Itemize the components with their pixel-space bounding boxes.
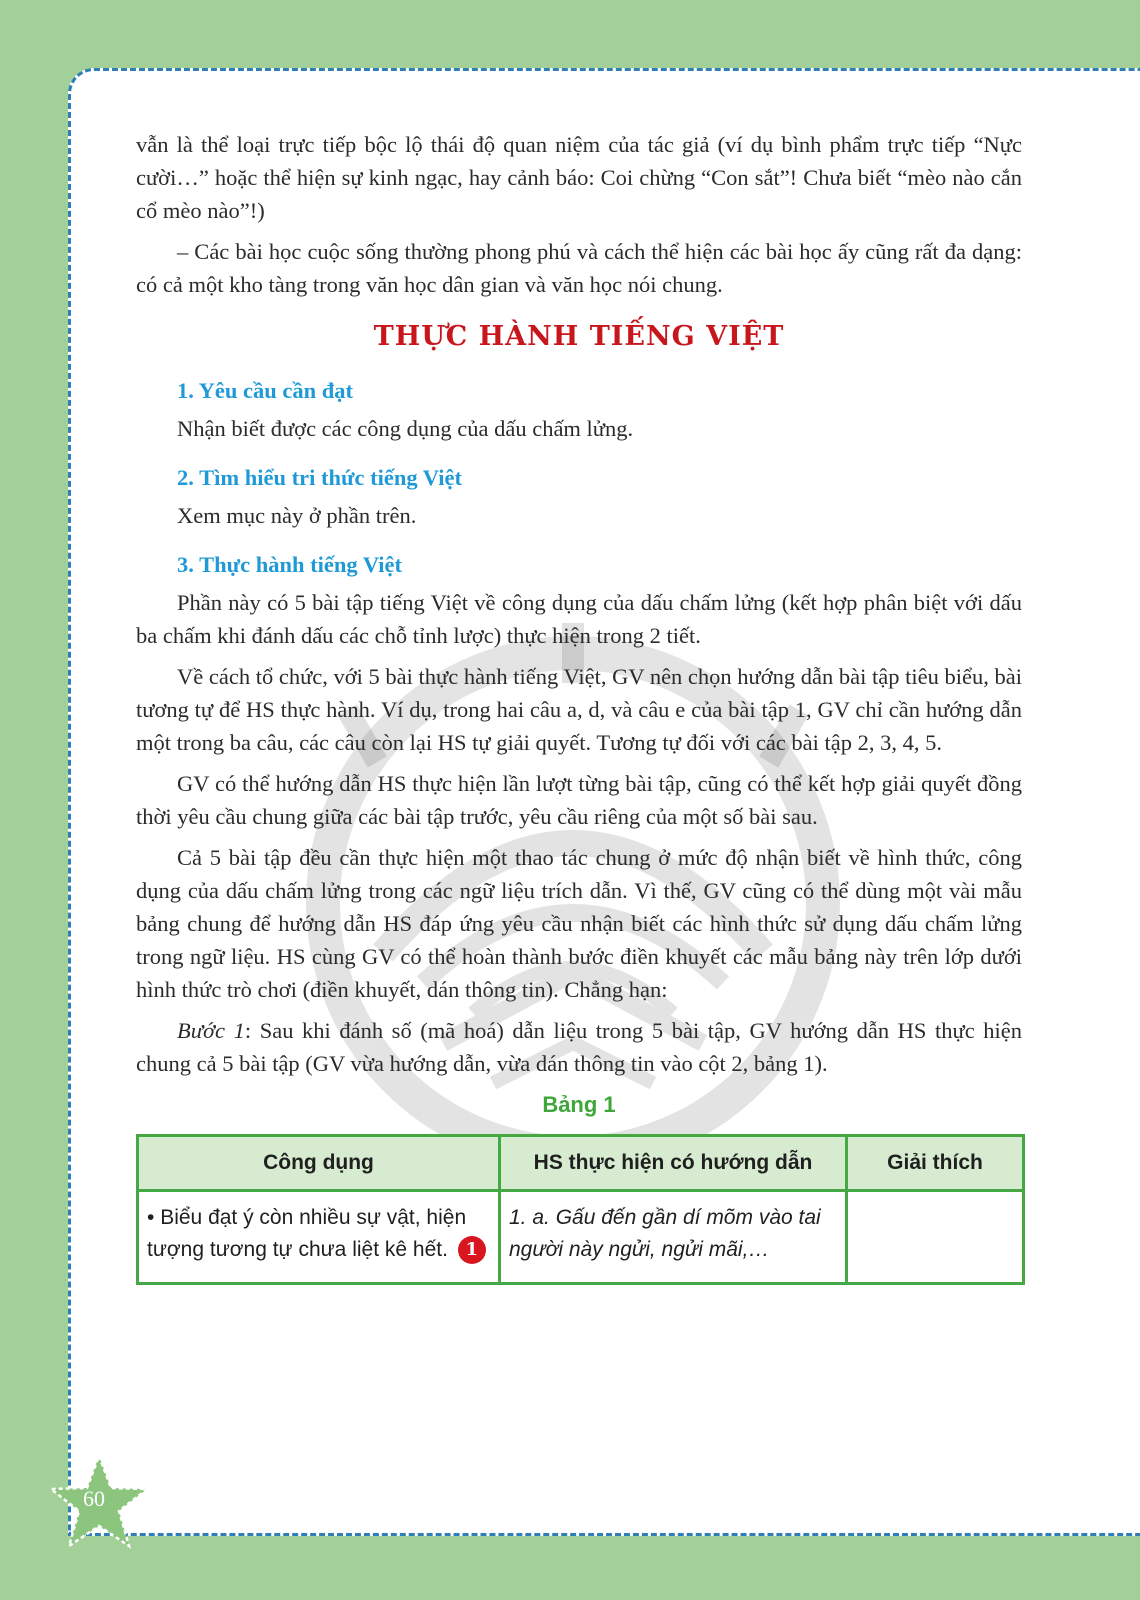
subheading-3: 3. Thực hành tiếng Việt bbox=[177, 552, 402, 577]
number-badge: 1 bbox=[458, 1236, 486, 1264]
intro-paragraph-2: – Các bài học cuộc sống thường phong phú và cách thể hiện các bài học ấy cũng rất đa dạng: có cả một kho tàng trong văn học dân gian và văn học nói chung. bbox=[136, 239, 1022, 297]
intro-paragraph-1: vẫn là thể loại trực tiếp bộc lộ thái độ quan niệm của tác giả (ví dụ bình phẩm trực tiếp “Nực cười…” hoặc thể hiện sự kinh ngạc, hay cảnh báo: Coi chừng “Con sắt”! Chưa biết “mèo nào cắn cổ mèo nào”!) bbox=[136, 132, 1022, 223]
subheading-2-text: Xem mục này ở phần trên. bbox=[177, 503, 417, 528]
practice-paragraph-4: Cả 5 bài tập đều cần thực hiện một thao tác chung ở mức độ nhận biết về hình thức, công dụng của dấu chấm lửng trong các ngữ liệu trích dẫn. Vì thế, GV cũng có thể dùng một vài mẫu bảng chung để hướng dẫn HS đáp ứng yêu cầu nhận biết các hình thức sử dụng dấu chấm lửng trong ngữ liệu. HS cùng GV có thể hoàn thành bước điền khuyết các mẫu bảng này trên lớp dưới hình thức trò chơi (điền khuyết, dán thông tin). Chẳng hạn: bbox=[136, 845, 1022, 1002]
table-header-row bbox=[138, 1136, 1024, 1191]
table-title: Bảng 1 bbox=[542, 1092, 616, 1117]
header-usage: Công dụng bbox=[138, 1136, 500, 1191]
cell-usage bbox=[138, 1191, 500, 1284]
header-guided: HS thực hiện có hướng dẫn bbox=[500, 1136, 847, 1191]
subheading-1: 1. Yêu cầu cần đạt bbox=[177, 378, 354, 403]
cell-guided bbox=[500, 1191, 847, 1284]
practice-paragraph-2: Về cách tổ chức, với 5 bài thực hành tiếng Việt, GV nên chọn hướng dẫn bài tập tiêu biểu, bài tương tự để HS thực hành. Ví dụ, trong hai câu a, d, và câu e của bài tập 1, GV chỉ cần hướng dẫn một trong ba câu, các câu còn lại HS tự giải quyết. Tương tự đối với các bài tập 2, 3, 4, 5. bbox=[136, 664, 1022, 755]
table-row bbox=[138, 1191, 1024, 1284]
header-explain: Giải thích bbox=[847, 1136, 1024, 1191]
usage-table bbox=[136, 1134, 1025, 1285]
page-content bbox=[136, 128, 1022, 1285]
step-paragraph bbox=[136, 1014, 1022, 1080]
practice-paragraph-1: Phần này có 5 bài tập tiếng Việt về công dụng của dấu chấm lửng (kết hợp phân biệt với dấu ba chấm khi đánh dấu các chỗ tỉnh lược) thực hiện trong 2 tiết. bbox=[136, 590, 1022, 648]
guided-text: 1. a. Gấu đến gần dí mõm vào tai người này ngửi, ngửi mãi,… bbox=[509, 1206, 821, 1261]
subheading-1-text: Nhận biết được các công dụng của dấu chấm lửng. bbox=[177, 416, 634, 441]
step-label: Bước 1 bbox=[177, 1018, 245, 1043]
subheading-2: 2. Tìm hiểu tri thức tiếng Việt bbox=[177, 465, 462, 490]
page-number: 60 bbox=[83, 1486, 105, 1511]
section-title: THỰC HÀNH TIẾNG VIỆT bbox=[373, 321, 785, 352]
cell-explain bbox=[847, 1191, 1024, 1284]
step-text: : Sau khi đánh số (mã hoá) dẫn liệu trong 5 bài tập, GV hướng dẫn HS thực hiện chung cả 5 bài tập (GV vừa hướng dẫn, vừa dán thông tin vào cột 2, bảng 1). bbox=[136, 1018, 1022, 1076]
usage-text: Biểu đạt ý còn nhiều sự vật, hiện tượng tương tự chưa liệt kê hết. bbox=[147, 1206, 467, 1261]
practice-paragraph-3: GV có thể hướng dẫn HS thực hiện lần lượt từng bài tập, cũng có thể kết hợp giải quyết đồng thời yêu cầu chung giữa các bài tập trước, yêu cầu riêng của một số bài sau. bbox=[136, 771, 1022, 829]
bullet: • bbox=[147, 1206, 155, 1229]
